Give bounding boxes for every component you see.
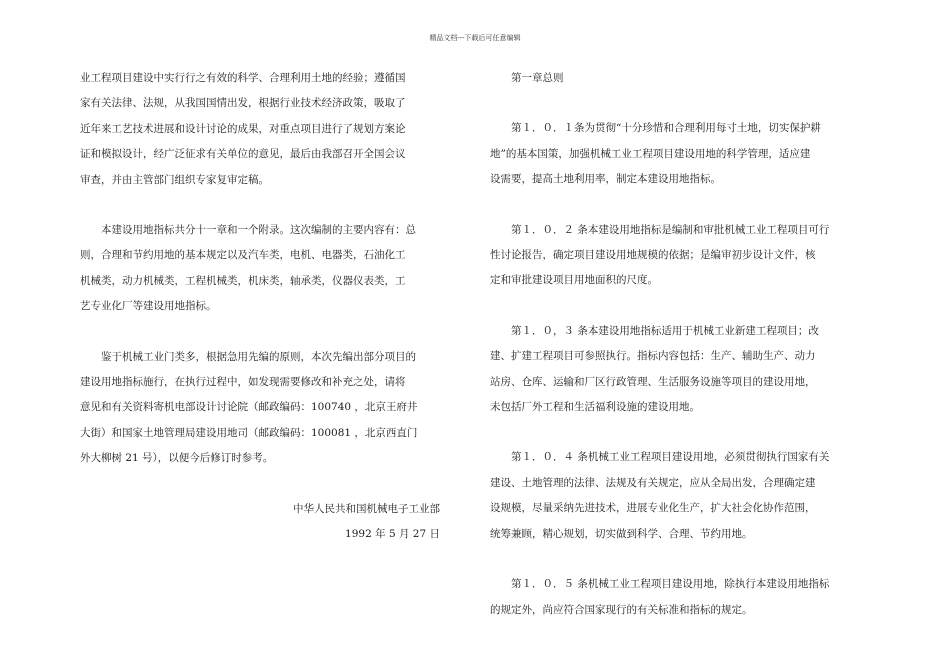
signature-org: 中华人民共和国机械电子工业部 (293, 502, 440, 515)
text-line: 的规定外，尚应符合国家现行的有关标准和指标的规定。 (490, 603, 753, 616)
text-line: 建设、土地管理的法律、法规及有关规定，应从全局出发，合理确定建 (490, 476, 816, 489)
text-line: 则，合理和节约用地的基本规定以及汽车类，电机、电器类，石油化工 (80, 249, 406, 262)
text-line: 未包括厂外工程和生活福利设施的建设用地。 (490, 401, 700, 414)
text-line: 地”的基本国策，加强机械工业工程项目建设用地的科学管理，适应建 (490, 147, 811, 160)
signature-date: 1992 年 5 月 27 日 (345, 528, 440, 541)
article-1-0-1 (490, 116, 850, 192)
text-line: 业工程项目建设中实行行之有效的科学、合理利用土地的经验；遵循国 (80, 72, 406, 84)
intro-paragraph-3 (80, 345, 440, 472)
article-1-0-4 (490, 445, 850, 547)
article-1-0-3 (490, 319, 850, 421)
text-line: 家有关法律、法规，从我国国情出发，根据行业技术经济政策，吸取了 (80, 97, 406, 110)
right-column (490, 66, 850, 648)
text-line: 站房、仓库、运输和厂区行政管理、生活服务设施等项目的建设用地， (490, 375, 816, 388)
text-line: 艺专业化厂等建设用地指标。 (80, 300, 217, 313)
text-line: 第１．０．４ 条机械工业工程项目建设用地，必须贯彻执行国家有关 (490, 451, 830, 464)
text-line: 建设用地指标施行，在执行过程中，如发现需要修改和补充之处，请将 (80, 376, 406, 389)
text-line: 第１．０．５ 条机械工业工程项目建设用地，除执行本建设用地指标 (490, 578, 830, 591)
text-line: 证和模拟设计，经广泛征求有关单位的意见，最后由我部召开全国会议 (80, 148, 406, 161)
chapter-title: 第一章总则 (490, 72, 564, 84)
text-line: 第１．０，３ 条本建设用地指标适用于机械工业新建工程项目；改 (490, 324, 819, 337)
text-line: 近年来工艺技术进展和设计讨论的成果，对重点项目进行了规划方案论 (80, 122, 406, 135)
text-line: 第１．０．２ 条本建设用地指标是编制和审批机械工业工程项目可行 (490, 223, 830, 236)
signature-block (80, 497, 440, 548)
text-line: 意见和有关资料寄机电部设计讨论院（邮政编码：100740 ，北京王府井 (80, 401, 418, 414)
text-line: 设规模，尽量采纳先进技术，进展专业化生产，扩大社会化协作范围， (490, 502, 816, 515)
intro-paragraph-1 (80, 66, 440, 193)
text-line: 建、扩建工程项目可参照执行。指标内容包括：生产、辅助生产、动力 (490, 350, 816, 363)
text-line: 定和审批建设项目用地面积的尺度。 (490, 274, 658, 287)
article-1-0-2 (490, 218, 850, 294)
text-line: 设需要，提高土地利用率，制定本建设用地指标。 (490, 173, 721, 186)
text-line: 本建设用地指标共分十一章和一个附录。这次编制的主要内容有：总 (80, 224, 416, 237)
text-line: 性讨论报告，确定项目建设用地规模的依据；是编审初步设计文件，核 (490, 249, 816, 262)
text-line: 第１．０．１条为贯彻“十分珍惜和合理利用每寸土地，切实保护耕 (490, 122, 821, 135)
text-line: 机械类，动力机械类，工程机械类，机床类，轴承类，仪器仪表类，工 (80, 274, 406, 287)
article-1-0-5 (490, 572, 850, 623)
text-line: 外大柳树 21 号），以便今后修订时参考。 (80, 452, 274, 465)
left-column (80, 66, 440, 548)
text-line: 鉴于机械工业门类多，根据急用先编的原则，本次先编出部分项目的 (80, 350, 416, 363)
text-line: 大街）和国家土地管理局建设用地司（邮政编码：100081 ，北京西直门 (80, 426, 418, 439)
text-line: 统筹兼顾，精心规划，切实做到科学、合理、节约用地。 (490, 527, 753, 540)
text-line: 审查，并由主管部门组织专家复审定稿。 (80, 173, 269, 186)
intro-paragraph-2 (80, 218, 440, 320)
page-header: 精品文档---下载后可任意编辑 (429, 34, 521, 42)
